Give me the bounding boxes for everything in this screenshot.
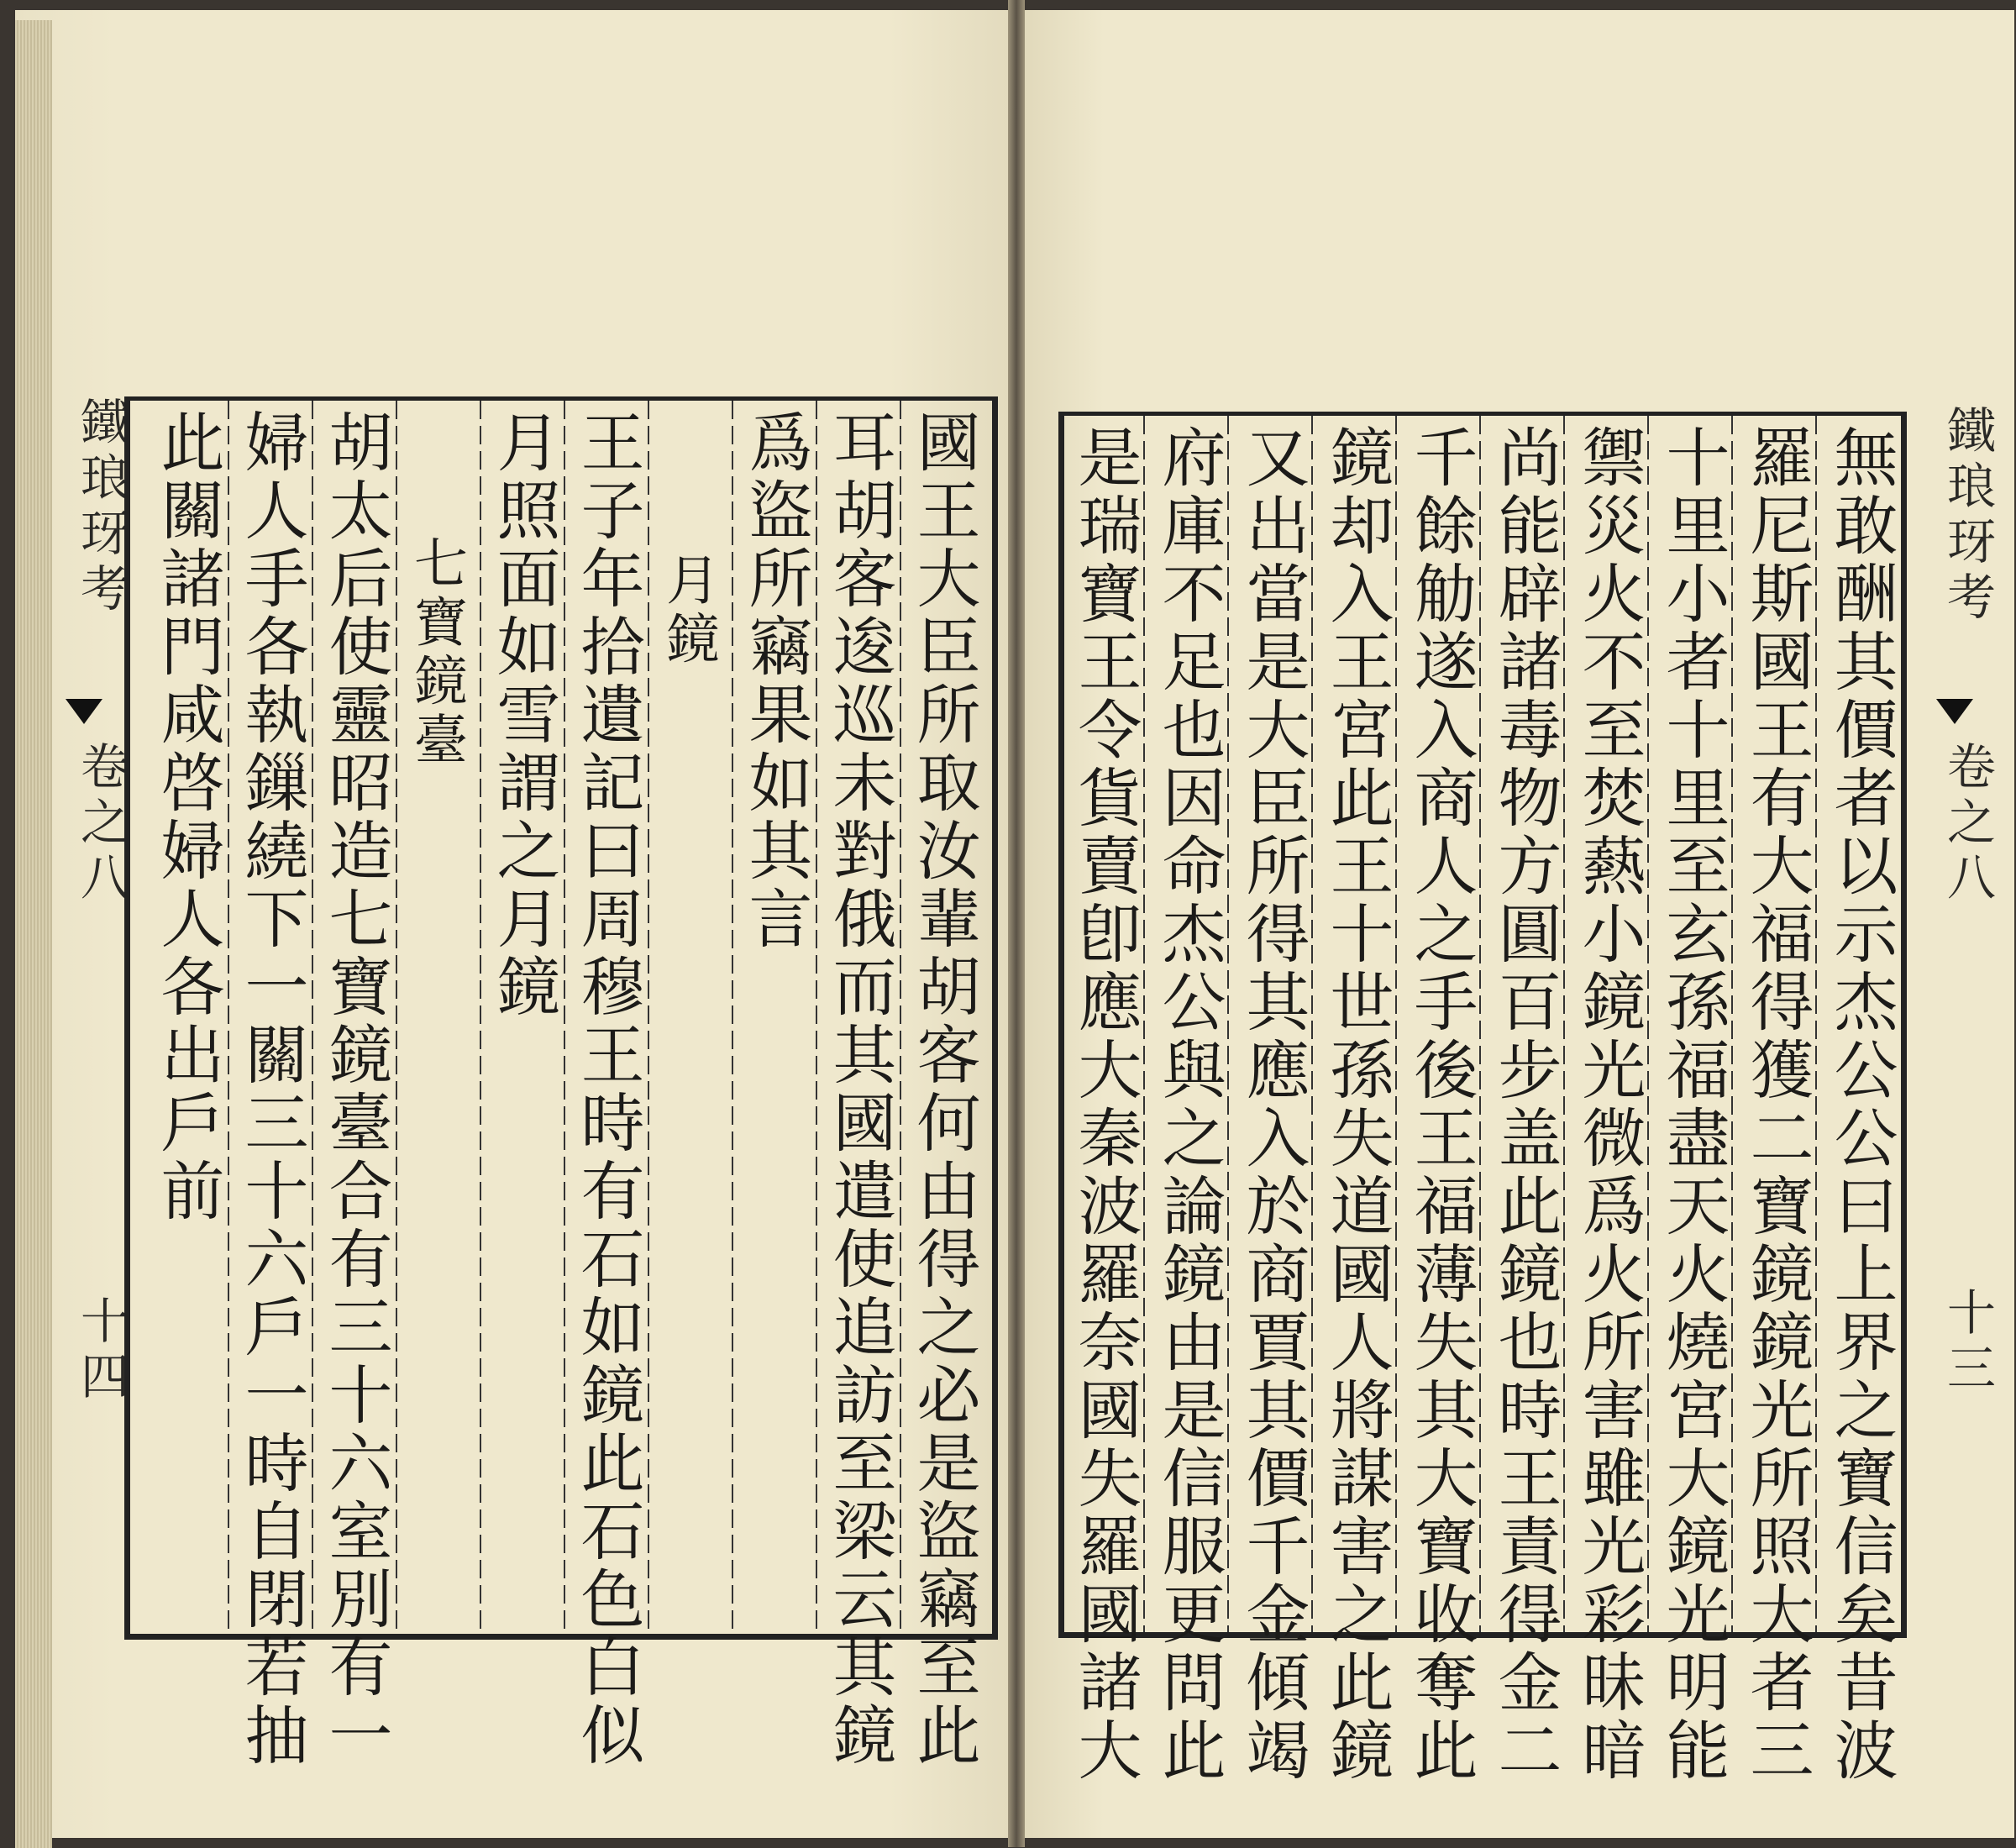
right-margin-title: 鐵琅玡考 (1939, 405, 1996, 627)
left-col-9: 婦人手各執鏁繞下一關三十六戶一時自閉若抽 (234, 409, 309, 1770)
right-rule (1143, 416, 1145, 1632)
right-col-2: 羅尼斯國王有大福得獲二寶鏡鏡光所照大者三 (1740, 424, 1814, 1785)
right-rule (1731, 416, 1733, 1632)
left-rule (648, 401, 649, 1634)
right-col-3: 十里小者十里至玄孫福盡天火燒宮大鏡光明能 (1656, 424, 1730, 1785)
right-col-10: 是瑞寶王令貨賣卽應大秦波羅奈國失羅國諸大 (1068, 424, 1142, 1785)
left-rule (816, 401, 817, 1634)
left-rule (732, 401, 733, 1634)
right-margin-volume: 卷之八 (1939, 741, 1996, 907)
left-heading-seven-treasure: 七寶鏡臺 (405, 535, 467, 770)
left-col-5: 王子年拾遺記曰周穆王時有石如鏡此石色白似 (570, 409, 645, 1770)
right-rule (1815, 416, 1817, 1632)
book-gutter (1008, 0, 1025, 1847)
left-rule (900, 401, 901, 1634)
right-fish-tail-mark (1936, 699, 1973, 724)
left-col-1: 國王大臣所取汝輩胡客何由得之必是盜竊至此 (906, 409, 981, 1770)
right-col-9: 府庫不足也因命杰公與之論鏡由是信服更問此 (1152, 424, 1226, 1785)
left-page (15, 10, 1008, 1838)
left-col-10: 此關諸門咸啓婦人各出戶前 (150, 409, 225, 1226)
right-col-1: 無敢酬其價者以示杰公公曰上界之寶信矣昔波 (1824, 424, 1898, 1785)
right-col-5: 尚能辟諸毒物方圓百步盖此鏡也時王責得金二 (1488, 424, 1562, 1785)
left-rule (312, 401, 313, 1634)
right-rule (1227, 416, 1229, 1632)
right-col-4: 禦災火不至焚爇小鏡光微爲火所害雖光彩昧暗 (1572, 424, 1646, 1785)
right-rule (1311, 416, 1313, 1632)
left-rule (480, 401, 481, 1634)
left-col-2: 耳胡客逡巡未對俄而其國遣使追訪至梁云其鏡 (822, 409, 897, 1770)
right-folio-number: 十三 (1939, 1287, 1996, 1398)
left-rule (396, 401, 397, 1634)
left-heading-moon-mirror: 月鏡 (657, 552, 719, 669)
left-text-frame (124, 396, 998, 1770)
right-col-8: 又出當是大臣所得其應入於商賈其價千金傾竭 (1236, 424, 1310, 1785)
left-rule (228, 401, 229, 1634)
page-edges (15, 20, 52, 1848)
right-page (1025, 10, 2014, 1838)
left-rule (564, 401, 565, 1634)
right-rule (1479, 416, 1481, 1632)
book-spread (15, 0, 2016, 1847)
left-col-6: 月照面如雪謂之月鏡 (486, 409, 561, 1021)
right-rule (1647, 416, 1649, 1632)
left-folio-number: 十四 (72, 1295, 129, 1406)
left-col-3: 爲盜所竊果如其言 (738, 409, 813, 953)
left-margin-title: 鐵琅玡考 (72, 396, 129, 618)
right-col-6: 千餘觔遂入商人之手後王福薄失其大寶收奪此 (1404, 424, 1478, 1785)
left-margin-volume: 卷之八 (72, 741, 129, 907)
left-col-8: 胡太后使靈昭造七寶鏡臺合有三十六室別有一 (318, 409, 393, 1770)
left-fish-tail-mark (66, 699, 102, 724)
right-rule (1395, 416, 1397, 1632)
right-col-7: 鏡却入王宮此王十世孫失道國人將謀害之此鏡 (1320, 424, 1394, 1785)
right-rule (1563, 416, 1565, 1632)
right-text-frame (1058, 412, 1907, 1785)
